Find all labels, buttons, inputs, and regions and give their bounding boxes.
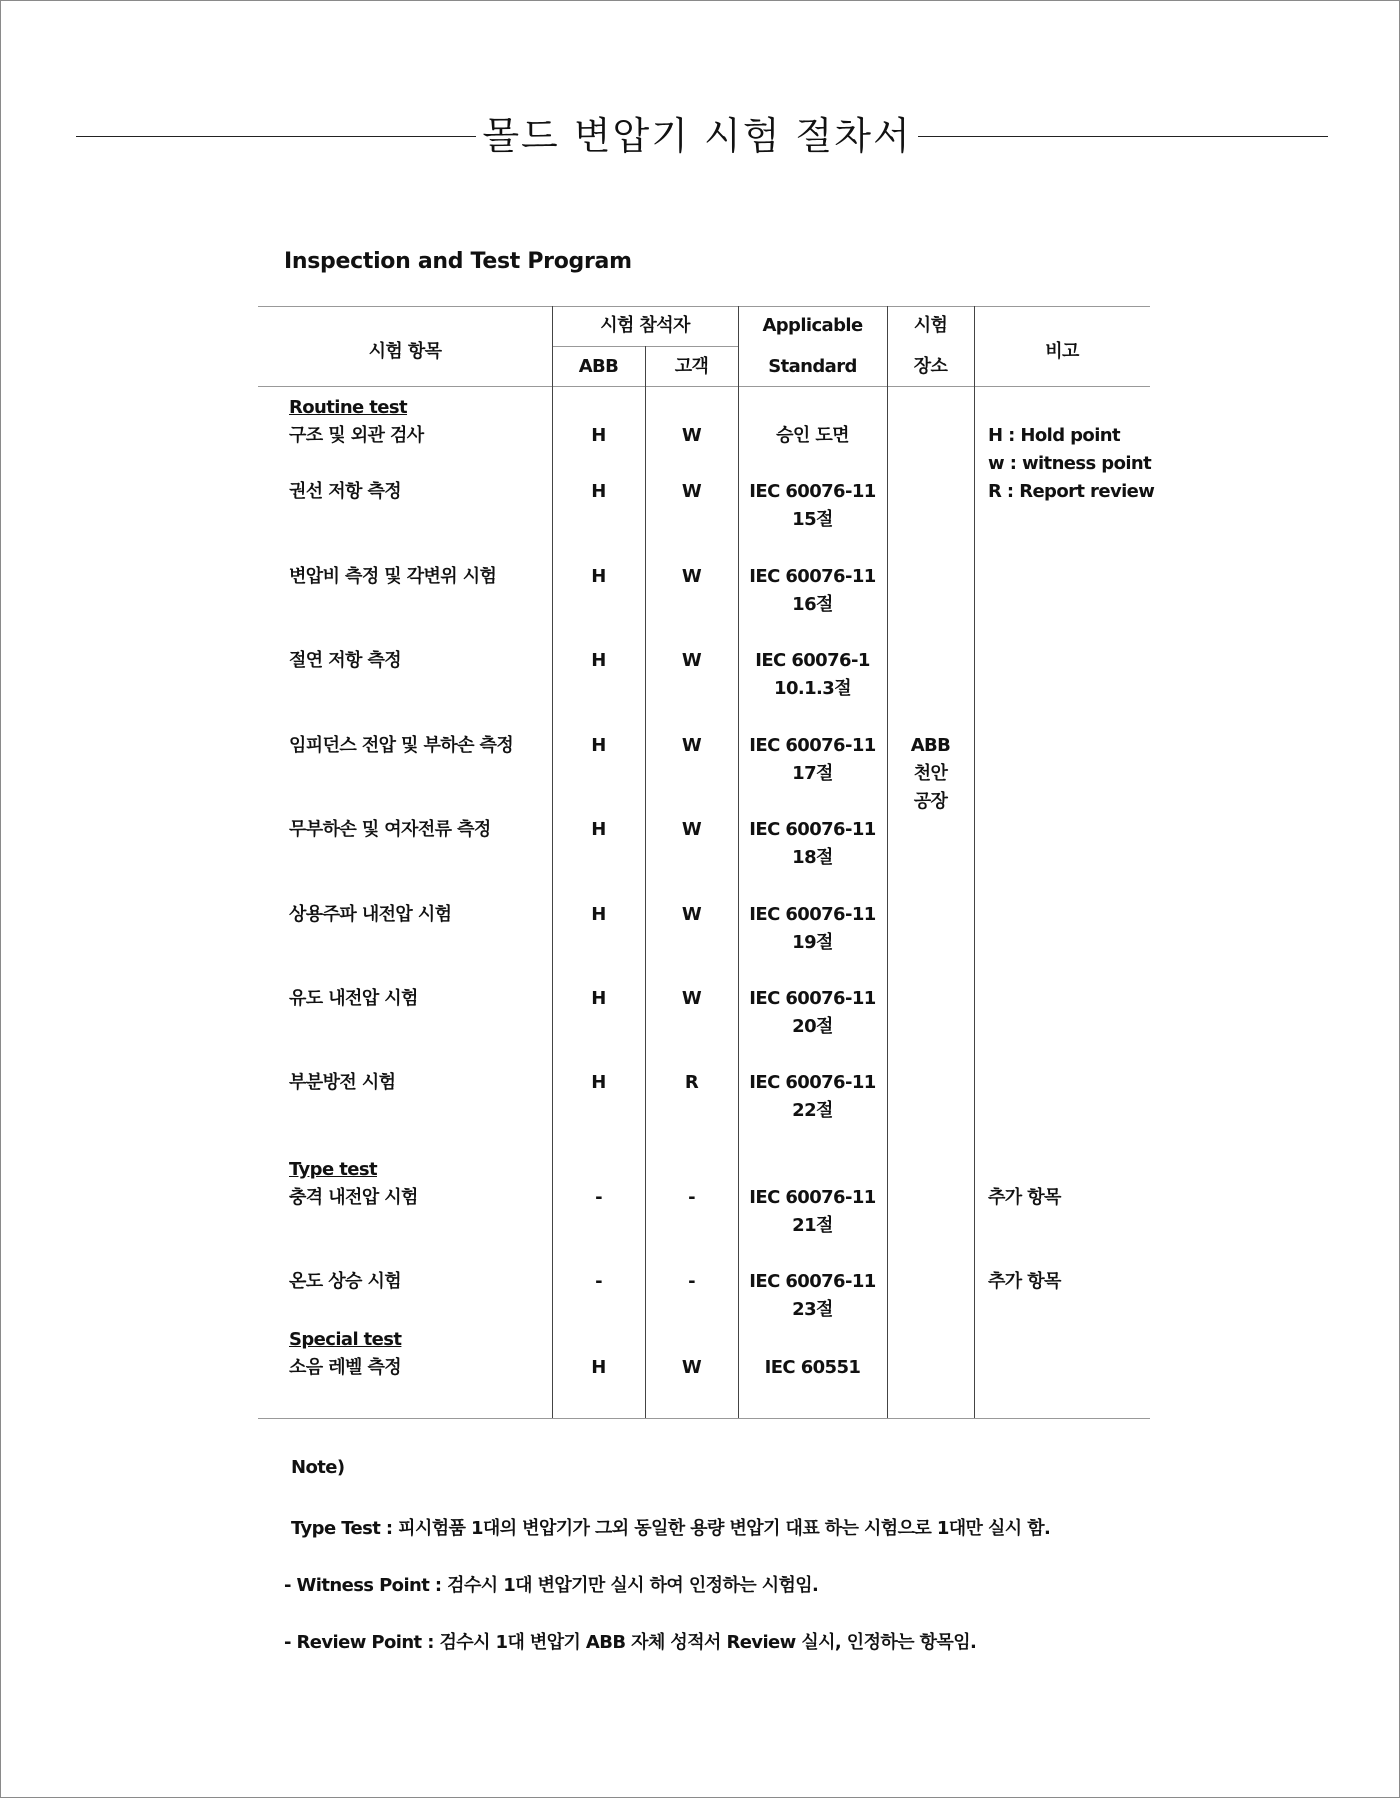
- group-type-test: Type test: [289, 1159, 377, 1180]
- row-abb-attendance: H: [591, 819, 606, 840]
- column-divider: [974, 306, 975, 1418]
- column-divider: [552, 306, 553, 1418]
- header-standard-line1: Applicable: [762, 315, 863, 336]
- row-standard-line2: 23절: [792, 1299, 833, 1320]
- row-test-item: 상용주파 내전압 시험: [289, 904, 452, 925]
- row-abb-attendance: H: [591, 425, 606, 446]
- row-standard-line2: 20절: [792, 1016, 833, 1037]
- row-standard-line1: IEC 60076-11: [749, 481, 876, 502]
- row-customer-attendance: R: [684, 1072, 699, 1093]
- row-customer-attendance: W: [681, 1357, 702, 1378]
- row-test-item: 무부하손 및 여자전류 측정: [289, 819, 491, 840]
- column-divider: [887, 306, 888, 1418]
- row-test-item: 소음 레벨 측정: [289, 1357, 402, 1378]
- row-customer-attendance: W: [681, 566, 702, 587]
- row-standard-line1: IEC 60551: [764, 1357, 861, 1378]
- table-header-rule: [258, 386, 1150, 387]
- row-customer-attendance: W: [681, 988, 702, 1009]
- row-standard-line1: IEC 60076-1: [755, 650, 870, 671]
- note-type-test: Type Test : 피시험품 1대의 변압기가 그외 동일한 용량 변압기 대표 하는 시험으로 1대만 실시 함.: [291, 1518, 1051, 1539]
- row-standard-line2: 19절: [792, 932, 833, 953]
- location-line1: ABB: [910, 735, 951, 756]
- table-top-rule: [258, 306, 1150, 307]
- legend-report-review: R : Report review: [988, 481, 1155, 502]
- row-customer-attendance: W: [681, 904, 702, 925]
- row-test-item: 충격 내전압 시험: [289, 1187, 418, 1208]
- row-standard-line1: IEC 60076-11: [749, 735, 876, 756]
- note-witness-point: - Witness Point : 검수시 1대 변압기만 실시 하여 인정하는 시험임.: [284, 1575, 819, 1596]
- row-standard-line1: IEC 60076-11: [749, 566, 876, 587]
- note-review-point: - Review Point : 검수시 1대 변압기 ABB 자체 성적서 Review 실시, 인정하는 항목임.: [284, 1632, 977, 1653]
- location-line2: 천안: [913, 763, 948, 784]
- row-standard-line2: 15절: [792, 509, 833, 530]
- table-bottom-rule: [258, 1418, 1150, 1419]
- row-remark: 추가 항목: [988, 1187, 1061, 1208]
- row-remark: 추가 항목: [988, 1271, 1061, 1292]
- row-standard-line2: 17절: [792, 763, 833, 784]
- row-standard-line1: IEC 60076-11: [749, 1187, 876, 1208]
- title-rule-right: [918, 136, 1328, 137]
- row-test-item: 절연 저항 측정: [289, 650, 402, 671]
- document-title: 몰드 변압기 시험 절차서: [482, 114, 912, 158]
- row-standard-line2: 16절: [792, 594, 833, 615]
- row-customer-attendance: W: [681, 425, 702, 446]
- header-attendees: 시험 참석자: [600, 315, 690, 336]
- header-test-item: 시험 항목: [368, 341, 442, 362]
- row-abb-attendance: H: [591, 1357, 606, 1378]
- row-abb-attendance: H: [591, 650, 606, 671]
- row-customer-attendance: W: [681, 481, 702, 502]
- row-standard-line2: 18절: [792, 847, 833, 868]
- row-customer-attendance: W: [681, 735, 702, 756]
- row-test-item: 임피던스 전압 및 부하손 측정: [289, 735, 514, 756]
- row-standard-line1: IEC 60076-11: [749, 988, 876, 1009]
- legend-hold-point: H : Hold point: [988, 425, 1120, 446]
- note-heading: Note): [291, 1457, 345, 1478]
- legend-witness-point: w : witness point: [988, 453, 1152, 474]
- row-customer-attendance: -: [688, 1187, 695, 1208]
- location-line3: 공장: [913, 791, 948, 812]
- title-rule-left: [76, 136, 476, 137]
- row-test-item: 권선 저항 측정: [289, 481, 402, 502]
- row-abb-attendance: -: [595, 1187, 602, 1208]
- row-abb-attendance: H: [591, 904, 606, 925]
- row-test-item: 온도 상승 시험: [289, 1271, 402, 1292]
- row-abb-attendance: H: [591, 988, 606, 1009]
- row-abb-attendance: H: [591, 481, 606, 502]
- row-standard-line2: 21절: [792, 1215, 833, 1236]
- group-routine-test: Routine test: [289, 397, 408, 418]
- group-special-test: Special test: [289, 1329, 402, 1350]
- header-abb: ABB: [578, 356, 619, 377]
- header-remarks: 비고: [1045, 341, 1079, 362]
- header-location-line1: 시험: [913, 315, 948, 336]
- row-standard-line1: IEC 60076-11: [749, 1271, 876, 1292]
- row-abb-attendance: H: [591, 735, 606, 756]
- row-customer-attendance: W: [681, 819, 702, 840]
- row-standard-line1: 승인 도면: [776, 425, 849, 446]
- header-standard-line2: Standard: [768, 356, 857, 377]
- header-location-line2: 장소: [913, 356, 948, 377]
- row-standard-line1: IEC 60076-11: [749, 904, 876, 925]
- row-standard-line2: 22절: [792, 1100, 833, 1121]
- row-test-item: 변압비 측정 및 각변위 시험: [289, 566, 497, 587]
- row-standard-line2: 10.1.3절: [774, 678, 851, 699]
- header-customer: 고객: [674, 356, 709, 377]
- row-standard-line1: IEC 60076-11: [749, 819, 876, 840]
- row-test-item: 부분방전 시험: [289, 1072, 396, 1093]
- row-standard-line1: IEC 60076-11: [749, 1072, 876, 1093]
- row-test-item: 유도 내전압 시험: [289, 988, 418, 1009]
- row-abb-attendance: H: [591, 1072, 606, 1093]
- row-customer-attendance: -: [688, 1271, 695, 1292]
- row-customer-attendance: W: [681, 650, 702, 671]
- section-heading: Inspection and Test Program: [284, 249, 632, 274]
- row-abb-attendance: H: [591, 566, 606, 587]
- column-divider: [645, 346, 646, 1418]
- row-abb-attendance: -: [595, 1271, 602, 1292]
- row-test-item: 구조 및 외관 검사: [289, 425, 424, 446]
